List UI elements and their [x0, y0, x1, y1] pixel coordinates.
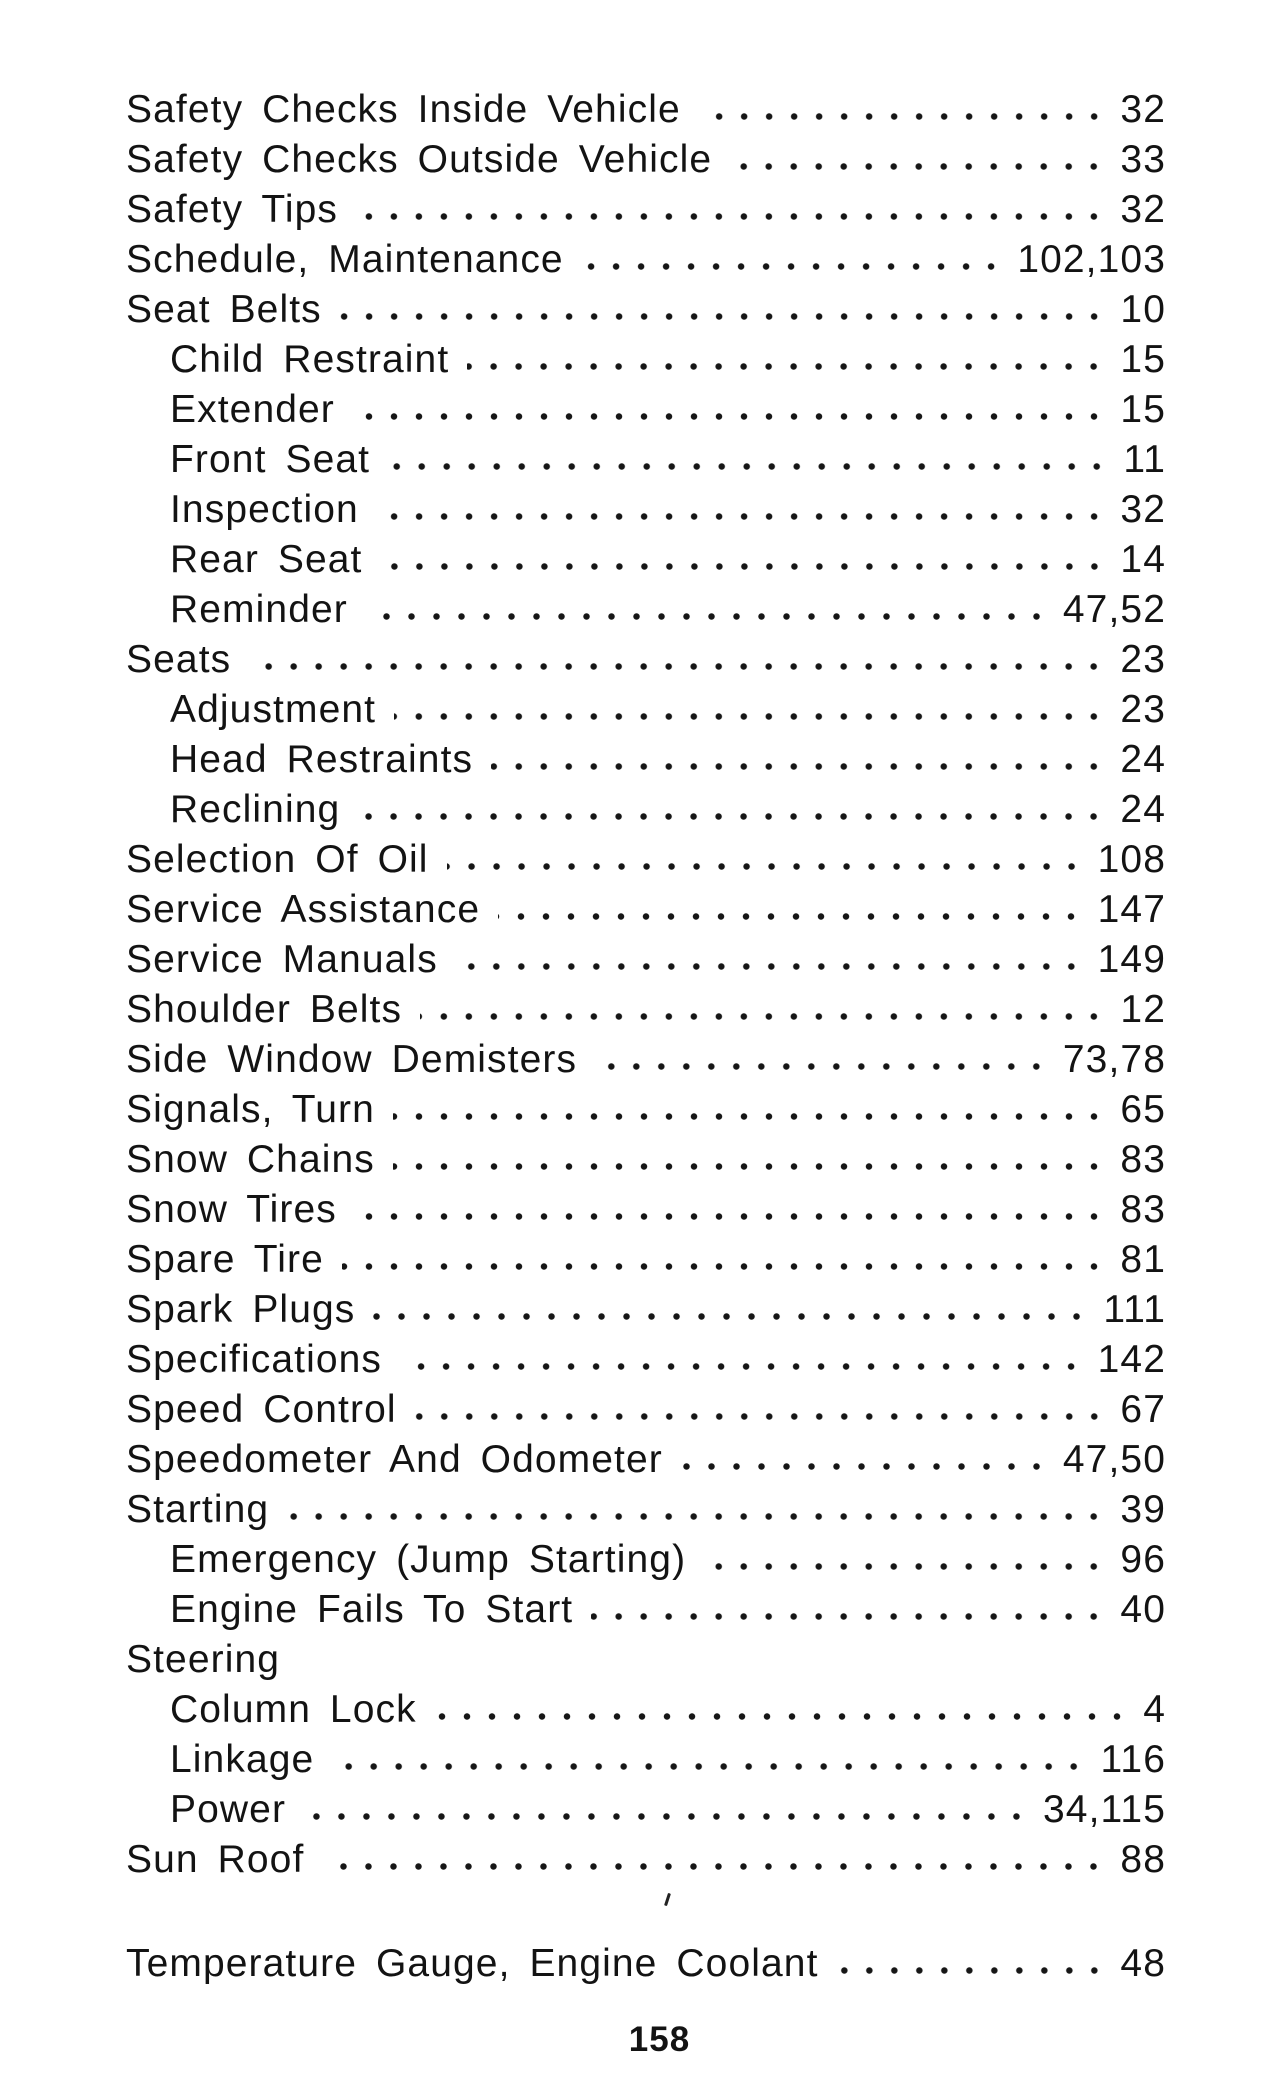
dot-leader	[699, 85, 1111, 135]
dot-leader	[355, 1185, 1111, 1235]
dot-leader	[467, 335, 1110, 385]
dot-leader	[591, 1585, 1110, 1635]
dot-leader	[393, 1085, 1110, 1135]
entry-page-number: 12	[1120, 988, 1166, 1031]
entry-page-number: 73,78	[1062, 1038, 1166, 1081]
entry-label: Service Manuals	[126, 938, 438, 981]
dot-leader	[456, 935, 1088, 985]
entry-page-number: 34,115	[1043, 1788, 1166, 1831]
entry-page-number: 40	[1120, 1588, 1166, 1631]
entry-page-number: 149	[1097, 938, 1166, 981]
dot-leader	[681, 1435, 1053, 1485]
entry-page-number: 81	[1120, 1238, 1166, 1281]
entry-page-number: 48	[1120, 1942, 1166, 1985]
dot-leader	[704, 1535, 1110, 1585]
entry-label: Reminder	[170, 588, 348, 631]
dot-leader	[287, 1485, 1110, 1535]
index-entry-row	[126, 335, 1166, 385]
entry-page-number: 47,52	[1062, 588, 1166, 631]
dot-leader	[366, 585, 1053, 635]
entry-page-number: 88	[1120, 1838, 1166, 1881]
index-entry-row	[126, 1585, 1166, 1635]
dot-leader	[491, 735, 1110, 785]
dot-leader	[377, 485, 1111, 535]
entry-label: Safety Checks Inside Vehicle	[126, 88, 681, 131]
entry-page-number: 23	[1120, 688, 1166, 731]
dot-leader	[322, 1835, 1110, 1885]
entry-label: Steering	[126, 1638, 281, 1681]
entry-page-number: 83	[1120, 1188, 1166, 1231]
index-entry-row	[126, 585, 1166, 635]
index-entry-row	[126, 135, 1166, 185]
entry-label: Child Restraint	[170, 338, 450, 381]
entry-label: Front Seat	[170, 438, 371, 481]
entry-label: Power	[170, 1788, 287, 1831]
entry-label: Seat Belts	[126, 288, 322, 331]
dot-leader	[340, 285, 1111, 335]
entry-label: Service Assistance	[126, 888, 481, 931]
entry-label: Sun Roof	[126, 1838, 305, 1881]
dot-leader	[400, 1335, 1088, 1385]
entry-page-number: 33	[1120, 138, 1166, 181]
entry-label: Emergency (Jump Starting)	[170, 1538, 687, 1581]
entry-page-number: 4	[1143, 1688, 1166, 1731]
entry-page-number: 111	[1103, 1288, 1166, 1331]
entry-label: Snow Tires	[126, 1188, 337, 1231]
entry-page-number: 23	[1120, 638, 1166, 681]
entry-page-number: 15	[1120, 338, 1166, 381]
entry-page-number: 108	[1097, 838, 1166, 881]
index-entry-row	[126, 885, 1166, 935]
index-entry-row	[126, 1535, 1166, 1585]
dot-leader	[304, 1785, 1033, 1835]
dot-leader	[332, 1735, 1090, 1785]
index-entry-row	[126, 535, 1166, 585]
index-entry-row	[126, 1035, 1166, 1085]
index-entry-row	[126, 735, 1166, 785]
entry-page-number: 32	[1120, 188, 1166, 231]
index-entry-row	[126, 1235, 1166, 1285]
entry-label: Head Restraints	[170, 738, 474, 781]
index-entry-row	[126, 435, 1166, 485]
entry-label: Reclining	[170, 788, 341, 831]
index-entry-row	[126, 1835, 1166, 1885]
entry-label: Specifications	[126, 1338, 383, 1381]
index-entry-row	[126, 985, 1166, 1035]
entry-label: Snow Chains	[126, 1138, 375, 1181]
entry-label: Engine Fails To Start	[170, 1588, 574, 1631]
entry-page-number: 39	[1120, 1488, 1166, 1531]
index-entry-row	[126, 385, 1166, 435]
entry-page-number: 147	[1097, 888, 1166, 931]
entry-label: Temperature Gauge, Engine Coolant	[126, 1942, 819, 1985]
entry-page-number: 11	[1123, 438, 1166, 481]
entry-page-number: 10	[1120, 288, 1166, 331]
entry-label: Schedule, Maintenance	[126, 238, 564, 281]
entry-page-number: 102,103	[1017, 238, 1166, 281]
entry-label: Signals, Turn	[126, 1088, 375, 1131]
entry-page-number: 15	[1120, 388, 1166, 431]
entry-page-number: 96	[1120, 1538, 1166, 1581]
entry-label: Column Lock	[170, 1688, 417, 1731]
page-number-footer: 158	[628, 2020, 691, 2059]
dot-leader	[394, 685, 1110, 735]
dot-leader	[381, 535, 1111, 585]
entry-page-number: 32	[1120, 488, 1166, 531]
entry-page-number: 32	[1120, 88, 1166, 131]
entry-label: Starting	[126, 1488, 270, 1531]
index-entry-row	[126, 1135, 1166, 1185]
entry-label: Linkage	[170, 1738, 315, 1781]
dot-leader	[342, 1235, 1110, 1285]
entry-label: Spark Plugs	[126, 1288, 356, 1331]
entry-label: Safety Checks Outside Vehicle	[126, 138, 713, 181]
index-entry-row	[126, 635, 1166, 685]
dot-leader	[435, 1685, 1134, 1735]
index-entry-row	[126, 685, 1166, 735]
index-entry-row	[126, 1285, 1166, 1335]
index-entry-row	[126, 285, 1166, 335]
entry-label: Spare Tire	[126, 1238, 324, 1281]
index-entry-row	[126, 85, 1166, 135]
index-entry-row	[126, 1335, 1166, 1385]
index-entry-row	[126, 1485, 1166, 1535]
entry-label: Shoulder Belts	[126, 988, 403, 1031]
entry-page-number: 142	[1097, 1338, 1166, 1381]
entry-page-number: 65	[1120, 1088, 1166, 1131]
index-entry-row	[126, 1685, 1166, 1735]
entry-label: Adjustment	[170, 688, 377, 731]
entry-label: Rear Seat	[170, 538, 363, 581]
entry-label: Seats	[126, 638, 232, 681]
entry-label: Selection Of Oil	[126, 838, 429, 881]
dot-leader	[582, 235, 1008, 285]
index-entry-row	[126, 485, 1166, 535]
index-entry-row	[126, 1185, 1166, 1235]
dot-leader	[837, 1939, 1111, 1989]
index-entry-row	[126, 1939, 1166, 1989]
dot-leader	[388, 435, 1113, 485]
index-entry-row	[126, 935, 1166, 985]
entry-page-number: 116	[1100, 1738, 1166, 1781]
entry-page-number: 24	[1120, 788, 1166, 831]
dot-leader	[498, 885, 1088, 935]
entry-label: Inspection	[170, 488, 359, 531]
dot-leader	[420, 985, 1110, 1035]
entry-label: Side Window Demisters	[126, 1038, 578, 1081]
dot-leader	[373, 1285, 1093, 1335]
dot-leader	[730, 135, 1110, 185]
dot-leader	[393, 1135, 1111, 1185]
dot-leader	[353, 385, 1111, 435]
dot-leader	[415, 1385, 1111, 1435]
entry-page-number: 67	[1120, 1388, 1166, 1431]
index-entry-row	[126, 835, 1166, 885]
dot-leader	[356, 185, 1110, 235]
index-entry-row	[126, 1635, 1166, 1685]
dot-leader	[447, 835, 1088, 885]
dot-leader	[595, 1035, 1053, 1085]
dot-leader	[298, 1635, 1156, 1685]
entry-label: Extender	[170, 388, 335, 431]
entry-label: Speedometer And Odometer	[126, 1438, 663, 1481]
entry-page-number: 24	[1120, 738, 1166, 781]
dot-leader	[249, 635, 1110, 685]
dot-leader	[358, 785, 1110, 835]
entry-page-number: 83	[1120, 1138, 1166, 1181]
entry-label: Safety Tips	[126, 188, 339, 231]
index-entry-row	[126, 1435, 1166, 1485]
entry-page-number: 47,50	[1062, 1438, 1166, 1481]
index-entry-row	[126, 1385, 1166, 1435]
index-entry-row	[126, 1735, 1166, 1785]
entry-label: Speed Control	[126, 1388, 397, 1431]
index-entry-row	[126, 235, 1166, 285]
index-entry-row	[126, 1085, 1166, 1135]
index-entry-row	[126, 185, 1166, 235]
index-entry-row	[126, 785, 1166, 835]
index-entry-row	[126, 1785, 1166, 1835]
entry-page-number: 14	[1120, 538, 1166, 581]
index-list	[126, 85, 1166, 1989]
